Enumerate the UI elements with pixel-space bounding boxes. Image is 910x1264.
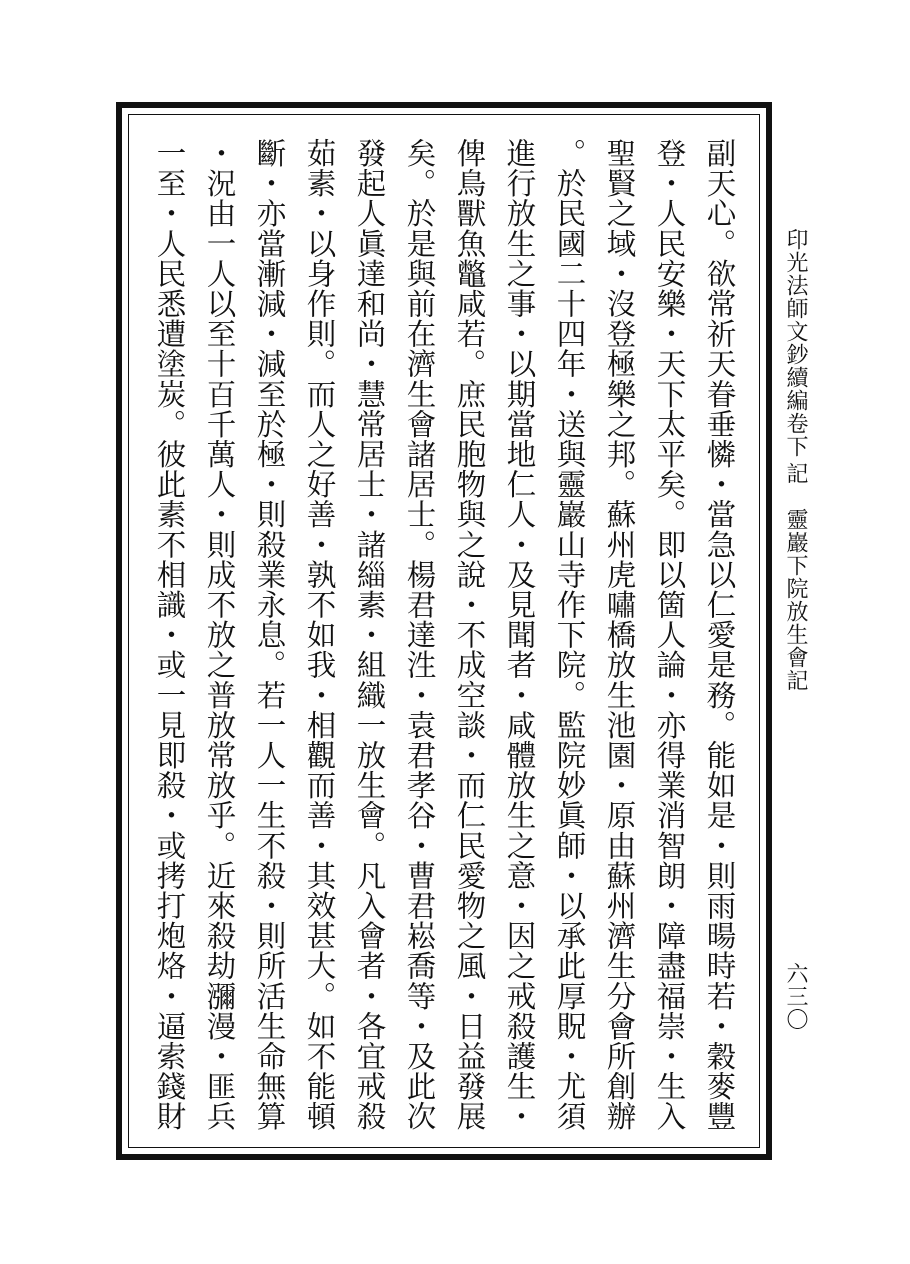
text-column-1: 副天心。欲常祈天眷垂憐・當急以仁愛是務。能如是・則雨暘時若・穀麥豐 bbox=[702, 138, 737, 1132]
text-column-12: 一至・人民悉遭塗炭。彼此素不相識・或一見即殺・或拷打炮烙・逼索錢財 bbox=[152, 138, 187, 1132]
text-column-6: 俾鳥獸魚鼈咸若。庶民胞物與之說・不成空談・而仁民愛物之風・日益發展 bbox=[452, 138, 487, 1132]
text-column-3: 聖賢之域・沒登極樂之邦。蘇州虎嘯橋放生池園・原由蘇州濟生分會所創辦 bbox=[602, 138, 637, 1132]
text-column-11: ・況由一人以至十百千萬人・則成不放之普放常放乎。近來殺劫瀰漫・匪兵 bbox=[202, 138, 237, 1132]
text-column-9: 茹素・以身作則。而人之好善・孰不如我・相觀而善・其效甚大。如不能頓 bbox=[302, 138, 337, 1132]
text-column-2: 登・人民安樂・天下太平矣。即以箇人論・亦得業消智朗・障盡福崇・生入 bbox=[652, 138, 687, 1132]
section-label: 記 bbox=[783, 462, 808, 485]
page-number: 六三〇 bbox=[783, 962, 808, 1031]
text-column-8: 發起人眞達和尚・慧常居士・諸緇素・組織一放生會。凡入會者・各宜戒殺 bbox=[352, 138, 387, 1132]
text-column-4: 。於民國二十四年・送與靈巖山寺作下院。監院妙眞師・以承此厚貺・尤須 bbox=[552, 138, 587, 1132]
book-title: 印光法師文鈔續編卷下 bbox=[783, 228, 808, 458]
article-title: 靈巖下院放生會記 bbox=[783, 508, 808, 692]
text-column-5: 進行放生之事・以期當地仁人・及見聞者・咸體放生之意・因之戒殺護生・ bbox=[502, 138, 537, 1132]
text-column-7: 矣。於是與前在濟生會諸居士。楊君達泩・袁君孝谷・曹君崧喬等・及此次 bbox=[402, 138, 437, 1132]
text-column-10: 斷・亦當漸減・減至於極・則殺業永息。若一人一生不殺・則所活生命無算 bbox=[252, 138, 287, 1132]
